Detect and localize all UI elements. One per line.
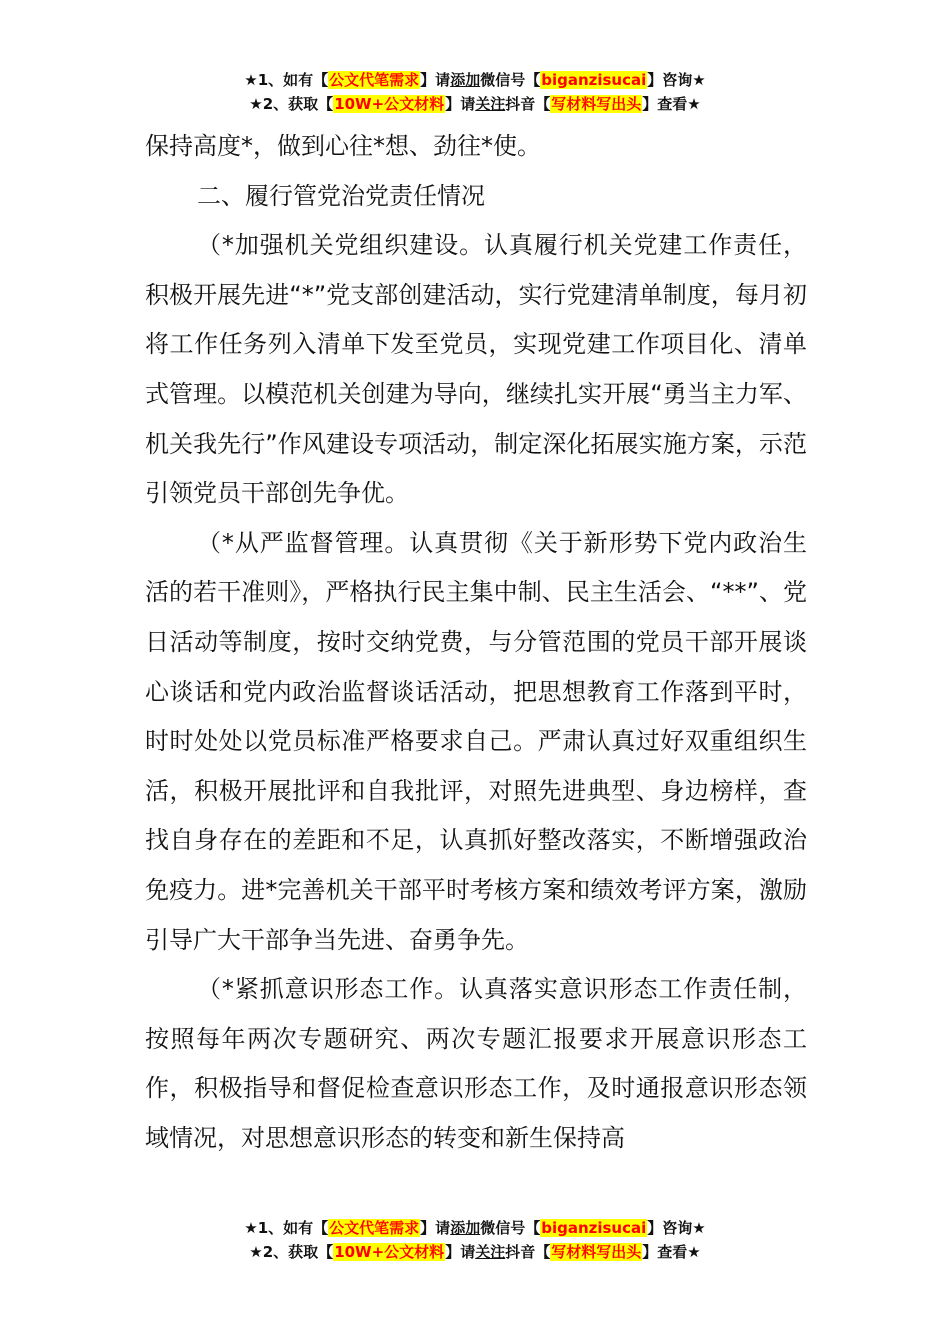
banner-underlined-text: 添加 [450, 71, 481, 89]
banner-text: 】请 [420, 71, 451, 89]
banner-text: 】请 [445, 1243, 476, 1261]
header-banner-line-2 [0, 92, 950, 116]
footer-banner [0, 1216, 950, 1264]
footer-banner-line-1 [0, 1216, 950, 1240]
footer-banner-line-2 [0, 1240, 950, 1264]
paragraph-party-organization: （*加强机关党组织建设。认真履行机关党建工作责任，积极开展先进“*”党支部创建活动，实行党建清单制度，每月初将工作任务列入清单下发至党员，实现党建工作项目化、清单式管理。以模范机关创建为导向，继续扎实开展“勇当主力军、机关我先行”作风建设专项活动，制定深化拓展实施方案，示范引领党员干部创先争优。 [145, 231, 807, 508]
banner-text: 】咨询★ [647, 71, 706, 89]
banner-text: ★2、获取【 [249, 95, 334, 113]
banner-text: 】查看★ [642, 1243, 701, 1261]
banner-underlined-text: 添加 [450, 1219, 481, 1237]
banner-highlight-douyin: 写材料写出头 [551, 1243, 642, 1261]
banner-text: 】查看★ [642, 95, 701, 113]
banner-highlight-douyin: 写材料写出头 [551, 95, 642, 113]
banner-text: 抖音【 [505, 1243, 551, 1261]
header-banner-line-1 [0, 68, 950, 92]
banner-text: 】请 [445, 95, 476, 113]
banner-highlight-service: 公文代笔需求 [329, 1219, 420, 1237]
banner-highlight-wechat-id: biganzisucai [541, 71, 647, 89]
header-banner [0, 68, 950, 116]
document-body [145, 122, 807, 1163]
banner-highlight-service: 公文代笔需求 [329, 71, 420, 89]
paragraph-continuation: 保持高度*，做到心往*想、劲往*使。 [145, 132, 541, 160]
banner-underlined-text: 关注 [475, 1243, 506, 1261]
banner-text: ★2、获取【 [249, 1243, 334, 1261]
section-heading: 二、履行管党治党责任情况 [197, 181, 485, 210]
banner-highlight-materials: 10W+公文材料 [334, 1243, 445, 1261]
banner-text: 抖音【 [505, 95, 551, 113]
paragraph-ideology: （*紧抓意识形态工作。认真落实意识形态工作责任制，按照每年两次专题研究、两次专题汇报要求开展意识形态工作，积极指导和督促检查意识形态工作，及时通报意识形态领域情况，对思想意识形态的转变和新生保持高 [145, 975, 807, 1152]
banner-text: 】咨询★ [647, 1219, 706, 1237]
banner-highlight-materials: 10W+公文材料 [334, 95, 445, 113]
banner-text: 微信号【 [480, 1219, 541, 1237]
paragraph-supervision: （*从严监督管理。认真贯彻《关于新形势下党内政治生活的若干准则》，严格执行民主集中制、民主生活会、“**”、党日活动等制度，按时交纳党费，与分管范围的党员干部开展谈心谈话和党内政治监督谈话活动，把思想教育工作落到平时，时时处处以党员标准严格要求自己。严肃认真过好双重组织生活，积极开展批评和自我批评，对照先进典型、身边榜样，查找自身存在的差距和不足，认真抓好整改落实，不断增强政治免疫力。进*完善机关干部平时考核方案和绩效考评方案，激励引导广大干部争当先进、奋勇争先。 [145, 528, 807, 954]
banner-text: ★1、如有【 [244, 71, 329, 89]
banner-highlight-wechat-id: biganzisucai [541, 1219, 647, 1237]
banner-text: 微信号【 [480, 71, 541, 89]
banner-text: ★1、如有【 [244, 1219, 329, 1237]
banner-underlined-text: 关注 [475, 95, 506, 113]
banner-text: 】请 [420, 1219, 451, 1237]
